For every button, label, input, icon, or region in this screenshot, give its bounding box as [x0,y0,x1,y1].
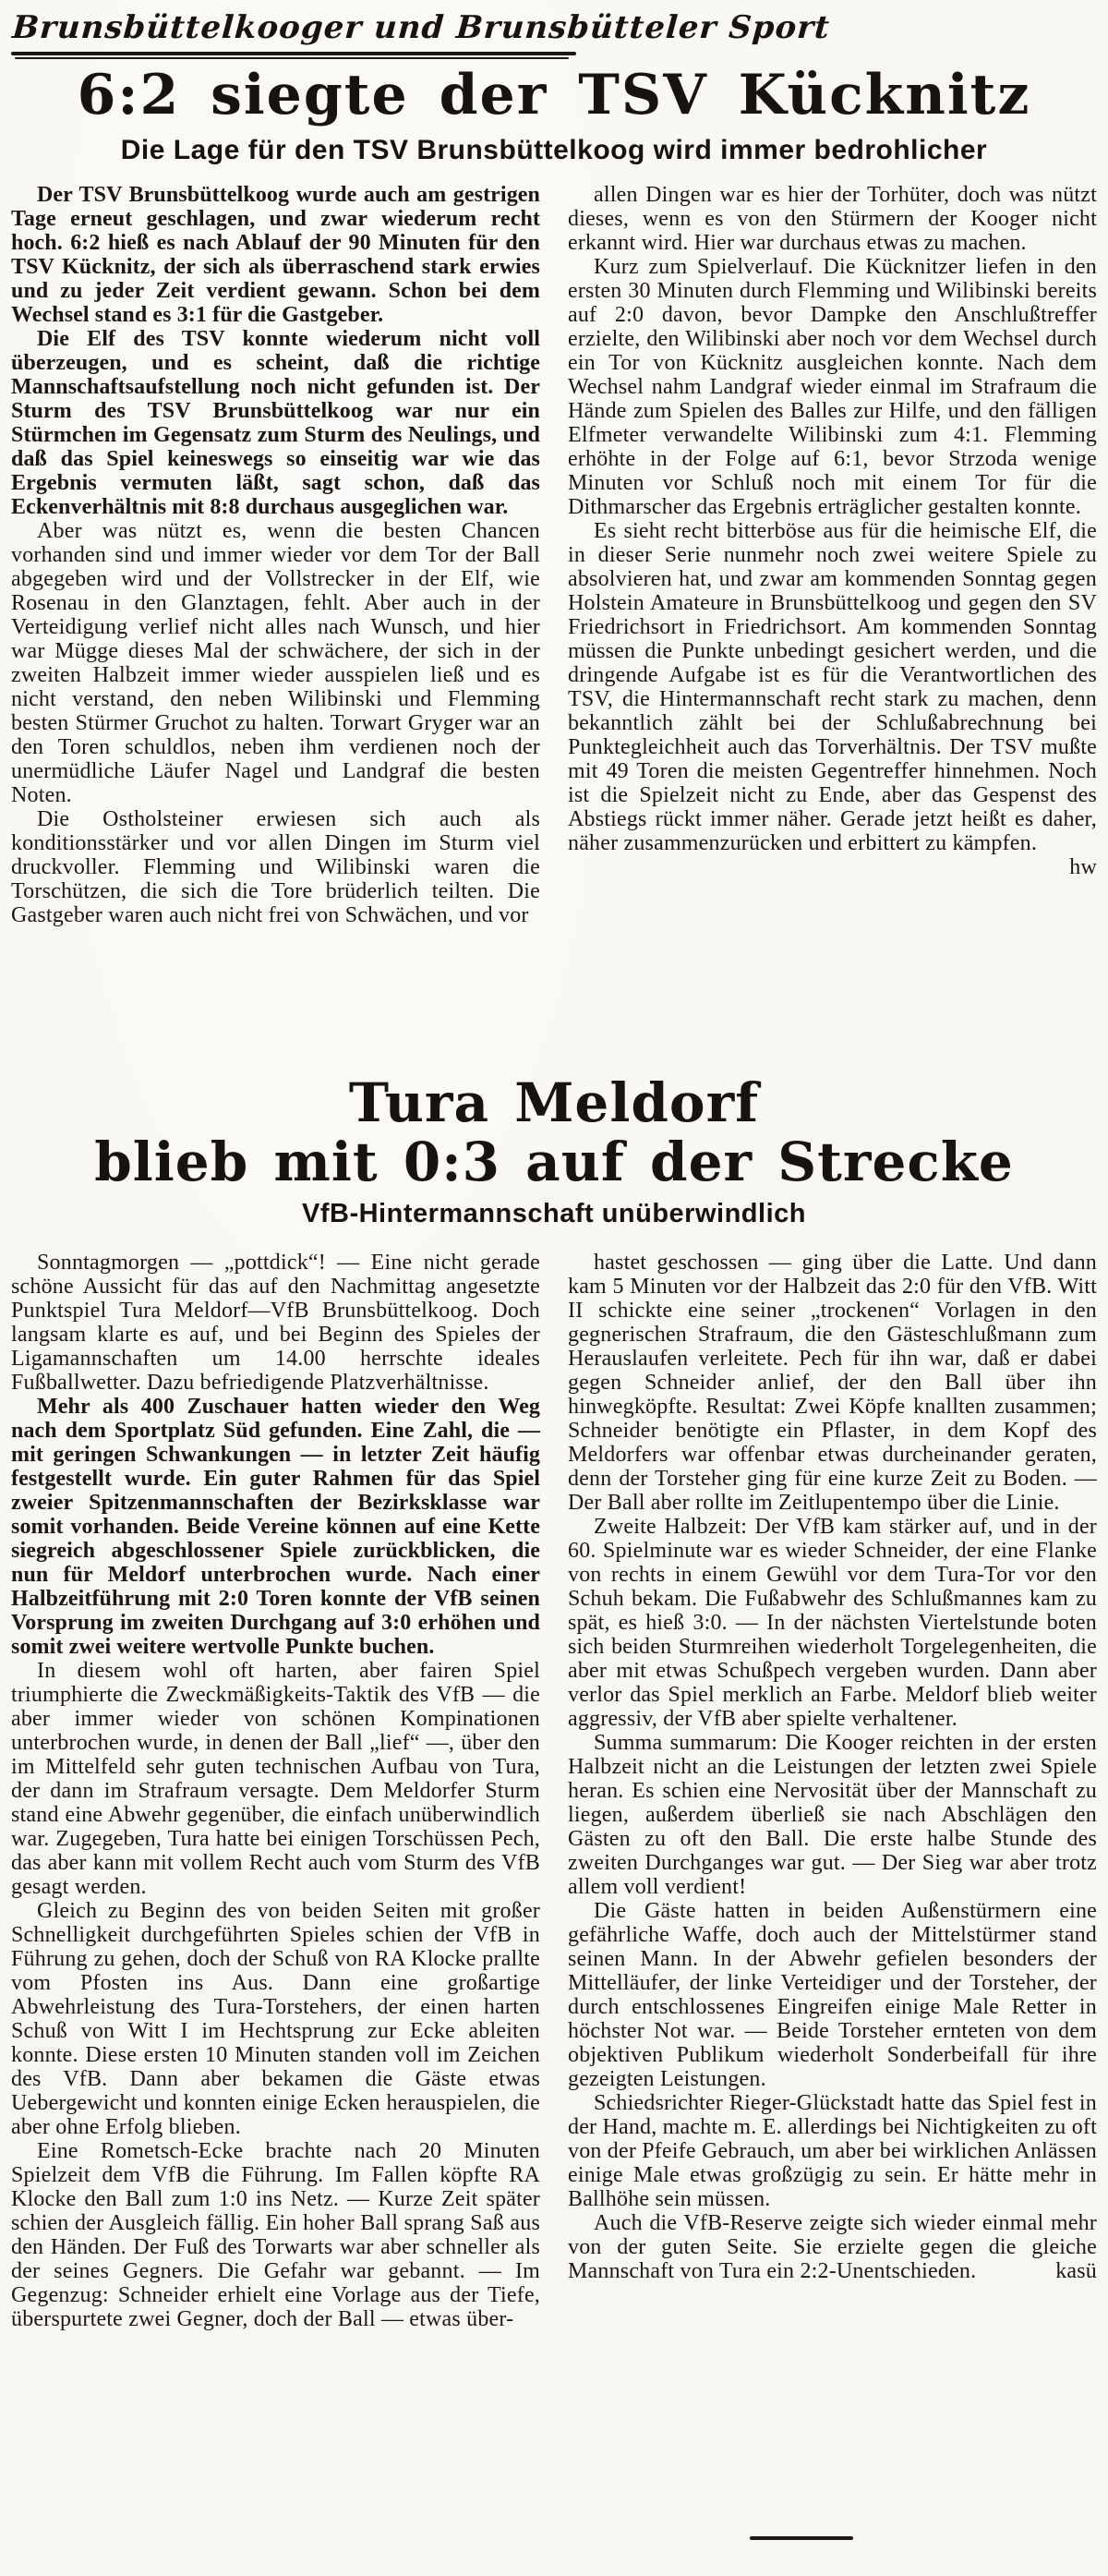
paragraph: Mehr als 400 Zuschauer hatten wieder den Weg nach dem Sportplatz Süd gefunden. Eine Zahl, die — mit geringen Schwankungen — in letzter Zeit häufig festgestellt wurde. Ein guter Rahmen für das Spiel zweier Spitzenmannschaften der Bezirksklasse war somit vorhanden. Beide Vereine können auf eine Kette siegreich abgeschlossener Spiele zurückblicken, die nun für Meldorf unterbrochen wurde. Nach einer Halbzeitführung mit 2:0 Toren konnte der VfB seinen Vorsprung im zweiten Durchgang auf 3:0 erhöhen und somit zwei weitere wertvolle Punkte buchen. [11,1395,540,1659]
paragraph: Eine Rometsch-Ecke brachte nach 20 Minuten Spielzeit dem VfB die Führung. Im Fallen köpfte RA Klocke den Ball zum 1:0 ins Netz. — Kurze Zeit später schien der Ausgleich fällig. Ein hoher Ball sprang Saß aus den Händen. Der Fuß des Torwarts war aber schneller als der seines Gegners. Die Gefahr war gebannt. — Im Gegenzug: Schneider erhielt eine Vorlage aus der Tiefe, überspurtete zwei Gegner, doch der Ball — etwas über- [11,2139,540,2331]
article2-subheadline: VfB-Hintermannschaft unüberwindlich [302,1199,806,1228]
paragraph: Schiedsrichter Rieger-Glückstadt hatte das Spiel fest in der Hand, machte m. E. allerdings bei Nichtigkeiten zu oft von der Pfeife Gebrauch, um aber bei wirklichen Anlässen einige Male etwas großzügig zu sein. Er hätte mehr in Ballhöhe sein müssen. [568,2091,1098,2211]
paragraph: hastet geschossen — ging über die Latte. Und dann kam 5 Minuten vor der Halbzeit das 2:0 für den VfB. Witt II schickte eine seiner „trockenen“ Vorlagen in den gegnerischen Strafraum, die den Gästeschlußmann zum Herauslaufen verleitete. Pech für ihn war, daß er dabei gegen Schneider anlief, der den Ball über ihn hinwegköpfte. Resultat: Zwei Köpfe knallten zusammen; Schneider benötigte ein Pflaster, in dem Kopf des Meldorfers war offenbar etwas durcheinander geraten, denn der Torsteher ging für eine kurze Zeit zu Boden. — Der Ball aber rollte im Zeitlupentempo über die Linie. [568,1251,1097,1515]
paragraph: Es sieht recht bitterböse aus für die heimische Elf, die in dieser Serie nunmehr noch zwei weitere Spiele zu absolvieren hat, und zwar am kommenden Sonntag gegen Holstein Amateure in Brunsbüttelkoog und gegen den SV Friedrichsort in Friedrichsort. Am kommenden Sonntag müssen die Punkte unbedingt gesichert werden, und die dringende Aufgabe ist es für die Verantwortlichen des TSV, die Hintermannschaft recht stark zu machen, denn bekanntlich zählt bei der Schlußabrechnung bei Punktegleichheit auch das Torverhältnis. Der TSV mußte mit 49 Toren die meisten Gegentreffer hinnehmen. Noch ist die Spielzeit nicht zu Ende, aber das Gespenst des Abstiegs rückt immer näher. Gerade jetzt heißt es daher, näher zusammenzurücken und erbittert zu kämpfen. hw [568,519,1097,879]
masthead-title: Brunsbüttelkooger und Brunsbütteler Sport [11,9,832,46]
paragraph: allen Dingen war es hier der Torhüter, doch was nützt dieses, wenn es von den Stürmern der Kooger nicht erkannt wird. Hier war durchaus etwas zu machen. [568,183,1097,255]
article1-column-right [568,183,1097,927]
article2-column-left [11,1251,540,2331]
article2-headline [0,1073,1108,1191]
article2-headline-line2: blieb mit 0:3 auf der Strecke [94,1131,1014,1193]
article2-headline-line1: Tura Meldorf [348,1071,760,1134]
paragraph: Kurz zum Spielverlauf. Die Kücknitzer liefen in den ersten 30 Minuten durch Flemming und Wilibinski bereits auf 2:0 davon, bevor Dampke den Anschlußtreffer erzielte, den Wilibinski aber noch vor dem Wechsel durch ein Tor von Kücknitz ausgleichen konnte. Nach dem Wechsel nahm Landgraf wieder einmal im Strafraum die Hände zum Spielen des Balles zur Hilfe, und den fälligen Elfmeter verwandelte Wilibinski zum 4:1. Flemming erhöhte in der Folge auf 6:1, bevor Strzoda wenige Minuten vor Schluß noch mit einem Tor für die Dithmarscher das Ergebnis erträglicher gestalten konnte. [568,255,1097,519]
paragraph: Die Gäste hatten in beiden Außenstürmern eine gefährliche Waffe, doch auch der Mittelstürmer stand seinen Mann. In der Abwehr gefielen besonders der Mittelläufer, der linke Verteidiger und der Torsteher, der durch entschlossenes Eingreifen einige Male Retter in höchster Not war. — Beide Torsteher ernteten von dem objektiven Publikum wiederholt Sonderbeifall für ihre gezeigten Leistungen. [568,1899,1097,2091]
article1-subheadline: Die Lage für den TSV Brunsbüttelkoog wird immer bedrohlicher [120,135,988,165]
paragraph: Gleich zu Beginn des von beiden Seiten mit großer Schnelligkeit durchgeführten Spieles schien der VfB in Führung zu gehen, doch der Schuß von RA Klocke prallte vom Pfosten ins Aus. Dann eine großartige Abwehrleistung des Tura-Torstehers, der einen harten Schuß von Witt I im Hechtsprung zur Ecke ableiten konnte. Diese ersten 10 Minuten standen voll im Zeichen des VfB. Dann aber bekamen die Gäste etwas Uebergewicht und konnten einige Ecken herauspielen, die aber ohne Erfolg blieben. [11,1899,540,2139]
article1-headline: 6:2 siegte der TSV Kücknitz [77,63,1031,127]
article-end-divider [750,2536,853,2540]
paragraph: Summa summarum: Die Kooger reichten in der ersten Halbzeit nicht an die Leistungen der letzten zwei Spiele heran. Es schien eine Nervosität über der Mannschaft zu liegen, außerdem überließ sie nach Abschlägen den Gästen zu oft den Ball. Die erste halbe Stunde des zweiten Durchganges war gut. — Der Sieg war aber trotz allem voll verdient! [568,1731,1097,1899]
paragraph: Auch die VfB-Reserve zeigte sich wieder einmal mehr von der guten Seite. Sie erzielte gegen die gleiche Mannschaft von Tura ein 2:2-Unentschieden. kasü [568,2211,1097,2283]
article1-column-left [11,183,540,927]
author-initials: kasü [1055,2259,1097,2283]
paragraph: In diesem wohl oft harten, aber fairen Spiel triumphierte die Zweckmäßigkeits-Taktik des VfB — die aber immer wieder von schönen Kompinationen unterbrochen wurde, in denen der Ball „lief“ —, über den im Mittelfeld sehr guten technischen Aufbau von Tura, der dann im Strafraum versagte. Dem Meldorfer Sturm stand eine Abwehr gegenüber, die einfach unüberwindlich war. Zugegeben, Tura hatte bei einigen Torschüssen Pech, das aber kann mit vollem Recht auch vom Sturm des VfB gesagt werden. [11,1659,540,1899]
paragraph: Die Elf des TSV konnte wiederum nicht voll überzeugen, und es scheint, daß die richtige Mannschaftsaufstellung noch nicht gefunden ist. Der Sturm des TSV Brunsbüttelkoog war nur ein Stürmchen im Gegensatz zum Sturm des Neulings, und daß das Spiel keineswegs so einseitig war wie das Ergebnis vermuten läßt, sagt schon, daß das Eckenverhältnis mit 8:8 durchaus ausgeglichen war. [11,327,540,519]
masthead-underline-thick [11,52,576,55]
paragraph: Aber was nützt es, wenn die besten Chancen vorhanden sind und immer wieder vor dem Tor der Ball abgegeben wird und der Vollstrecker in der Elf, wie Rosenau in den Glanztagen, fehlt. Aber auch in der Verteidigung verlief nicht alles nach Wunsch, und hier war Mügge dieses Mal der schwächere, der sich in der zweiten Halbzeit immer wieder ausspielen ließ und es nicht verstand, den neben Wilibinski und Flemming besten Stürmer Gruchot zu halten. Torwart Gryger war an den Toren schuldlos, neben ihm verdienen noch der unermüdliche Läufer Nagel und Landgraf die besten Noten. [11,519,540,807]
paragraph: Der TSV Brunsbüttelkoog wurde auch am gestrigen Tage erneut geschlagen, und zwar wiederum recht hoch. 6:2 hieß es nach Ablauf der 90 Minuten für den TSV Kücknitz, der sich als überraschend stark erwies und zu jeder Zeit verdient gewann. Schon bei dem Wechsel stand es 3:1 für die Gastgeber. [11,183,540,327]
masthead-underline-thin [15,57,569,59]
author-initials: hw [1069,855,1097,879]
article2-body [11,1251,1097,2331]
article1-body [11,183,1097,927]
article2-column-right [568,1251,1097,2331]
masthead [11,9,832,59]
paragraph: Sonntagmorgen — „pottdick“! — Eine nicht gerade schöne Aussicht für das auf den Nachmittag angesetzte Punktspiel Tura Meldorf—VfB Brunsbüttelkoog. Doch langsam klarte es auf, und bei Beginn des Spieles der Ligamannschaften um 14.00 herrschte ideales Fußballwetter. Dazu befriedigende Platzverhältnisse. [11,1251,540,1395]
paragraph: Zweite Halbzeit: Der VfB kam stärker auf, und in der 60. Spielminute war es wieder Schneider, der eine Flanke von rechts in einem Gewühl vor dem Tura-Tor vor den Schuh bekam. Die Fußabwehr des Schlußmannes kam zu spät, es hieß 3:0. — In der nächsten Viertelstunde boten sich beiden Sturmreihen wiederholt Torgelegenheiten, die aber mit etwas Schußpech vergeben wurden. Dann aber verlor das Spiel merklich an Farbe. Meldorf blieb weiter aggressiv, der VfB aber spielte verhaltener. [568,1515,1097,1731]
paragraph: Die Ostholsteiner erwiesen sich auch als konditionsstärker und vor allen Dingen im Sturm viel druckvoller. Flemming und Wilibinski waren die Torschützen, die sich die Tore brüderlich teilten. Die Gastgeber waren auch nicht frei von Schwächen, und vor [11,807,540,927]
